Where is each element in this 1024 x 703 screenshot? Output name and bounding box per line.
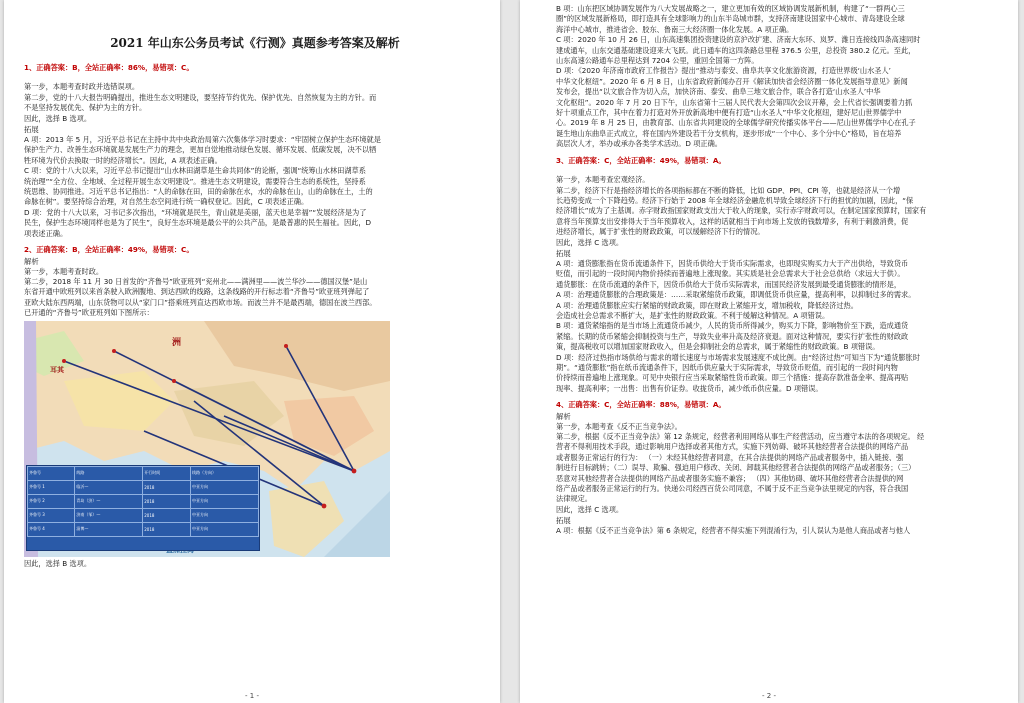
table-row <box>28 466 259 480</box>
text-line: 第二步，根据《反不正当竞争法》第 12 条规定，经营者利用网络从事生产经营活动，应当遵守本法的各项规定。 经 <box>556 432 925 442</box>
text-line: 期”。“通货膨胀”指在纸币流通条件下，因纸币供应量大于实际需求，导致货币贬值，而引起的一段时间内物 <box>556 363 898 372</box>
q4-extension <box>556 526 1006 536</box>
q1-extension <box>24 135 486 239</box>
text-line: 贬值，而引起的一段时间内物价持续而普遍地上涨现象。其实质是社会总需求大于社会总供给（求远大于供）。 <box>556 269 905 279</box>
text-line: C 项：党的十八大以来，习近平总书记提出“山水林田湖草是生命共同体”的论断，强调“统筹山水林田湖草系 <box>24 166 366 176</box>
text-line: 建成通车，山东交通基础建设迎来大飞跃。此日通车的这四条路总里程 376.5 公里，总投资 380.2 亿元。至此， <box>556 45 916 55</box>
text-line: 好十项重点工作，其中在着力打造对外开放新高地中便有打造“山水圣人”中华文化枢纽，建好尼山世界儒学中 <box>556 108 902 118</box>
text-line: 高层次人才，举办或承办各类学术活动。D 项正确。 <box>556 139 722 149</box>
text-line: 海洋中心城市，推进省会、胶东、鲁南三大经济圈一体化发展。A 项正确。 <box>556 24 794 34</box>
text-line: 东省开通中欧班列以来首条驶入欧洲腹地、到达西欧的线路，这条线路的开行标志着“齐鲁号”欧亚班列弹起了 <box>24 287 370 297</box>
map-legend-table <box>26 465 260 551</box>
table-cell: 齐鲁号 1 <box>28 480 75 494</box>
text-line: B 项：山东把区域协调发展作为八大发展战略之一，建立更加有效的区域协调发展新机制，构建了“一群两心三 <box>556 4 905 13</box>
text-line: 恶意对其他经营者合法提供的网络产品或者服务实施不兼容； （四）其他妨碍、破坏其他经营者合法提供的网 <box>556 473 904 483</box>
text-line: 紧缩。长期的货币紧缩会抑制投资与生产，导致失业率升高及经济衰退。面对这种情况，要实行扩张性的财政政 <box>556 331 909 341</box>
text-line: B 项：通货紧缩指的是当市场上流通货币减少，人民的货币所得减少，购买力下降，影响物价至下跌，造成通货 <box>556 321 909 331</box>
text-line: 第一步，本题考查宏观经济。 <box>556 175 650 185</box>
text-line: A 项：2013 年 5 月，习近平总书记在主持中共中央政治局第六次集体学习时要求：“牢固树立保护生态环境就是 <box>24 135 381 145</box>
text-line: 因此，选择 B 选项。 <box>24 113 92 123</box>
table-cell: 开行时间 <box>143 466 191 480</box>
table-cell: 中亚方向 <box>191 494 259 508</box>
q2-conclusion: 因此，选择 B 选项。 <box>24 558 92 568</box>
table-cell: 2018 <box>143 508 191 522</box>
page-2-content <box>556 0 1006 703</box>
section-heading: 解析 <box>556 411 571 421</box>
table-cell: 2018 <box>143 522 191 536</box>
railway-map-image <box>24 321 390 557</box>
text-line: 命脉在树”。要坚持综合治理，对自然生态空间进行统一确权登记。因此，C 项表述正确。 <box>24 197 309 207</box>
text-line: 圈”的区域发展新格局，即打造具有全球影响力的山东半岛城市群，支持济南建设国家中心城市、青岛建设全球 <box>556 14 905 24</box>
q3-answer: 3、正确答案：C，全站正确率：49%，易错项：A。 <box>556 155 726 165</box>
text-line: D 项：经济过热指市场供给与需求的增长速度与市场需求发展速度不成比例。由“经济过热”可知当下为“通货膨胀时 <box>556 352 920 362</box>
text-line: 统思维、协同推进。习近平总书记指出：“人的命脉在田，田的命脉在水，水的命脉在山，山的命脉在土，土的 <box>24 187 373 197</box>
table-cell: 青岛（济）— <box>75 494 143 508</box>
table-row <box>28 522 259 536</box>
text-line: 保护生产力、改善生态环境就是发展生产力的理念，更加自觉地推动绿色发展、循环发展、低碳发展，决不以牺 <box>24 145 377 155</box>
table-cell: 齐鲁号 2 <box>28 494 75 508</box>
table-row <box>28 480 259 494</box>
q3-explanation <box>556 175 1006 248</box>
document-page-2 <box>520 0 1018 703</box>
text-line: C 项：2020 年 10 月 26 日，山东高速集团投资建设的京沪改扩建、济南大东环、岚罗、潍日连接线四条高速同时 <box>556 35 921 45</box>
text-line: 制进行目标跳转；（二）误导、欺骗、强迫用户修改、关闭、卸载其他经营者合法提供的网络产品或者服务；（三） <box>556 463 916 473</box>
text-line: 民生，保护生态环境同样也是为了民生”，良好生态环境是最公平的公共产品，是最普惠的民生福祉。因此，D <box>24 218 372 228</box>
text-line: 不是坚持发展优先、保护为主的方针。 <box>24 103 147 113</box>
text-line: A 项：治理通货膨胀应实行紧缩的财政政策，即在财政上紧缩开支，增加税收，降低经济过热。 <box>556 300 858 310</box>
text-line: 第一步，本题考查《反不正当竞争法》。 <box>556 421 682 431</box>
text-line: 心。2019 年 8 月 25 日，由教育部、山东省共同建设的全球儒学研究传播实体平台——尼山世界儒学中心在孔子 <box>556 118 916 128</box>
text-line: 营者不得利用技术手段，通过影响用户选择或者其他方式，实施下列妨碍、破坏其他经营者合法提供的网络产品 <box>556 442 909 452</box>
map-label: 洲 <box>172 337 182 348</box>
text-line: 第二步，2018 年 11 月 30 日首发的“齐鲁号”欧亚班列“兖州北——满洲里——波兰华沙——德国汉堡”是山 <box>24 276 368 286</box>
section-heading: 拓展 <box>24 125 39 135</box>
text-line: A 项：根据《反不正当竞争法》第 6 条规定，经营者不得实施下列混淆行为，引人误认为是他人商品或者与他人 <box>556 526 911 536</box>
table-cell: 淄博— <box>75 522 143 536</box>
table-cell: 齐鲁号 <box>28 466 75 480</box>
text-line: D 项：党的十八大以来，习书记多次指出，“环境就是民生，青山就是美丽，蓝天也是幸福”“发展经济是为了 <box>24 207 367 217</box>
q2-extension <box>556 4 1006 150</box>
page-1-content <box>24 0 486 703</box>
text-line: 意将当年预算支出安排得大于当年预算收入，这样的话就相当于向市场上发放的钱数增多，有利于刺激消费，促 <box>556 216 909 226</box>
q1-explanation <box>24 82 486 124</box>
table-cell: 2018 <box>143 480 191 494</box>
table-row <box>28 508 259 522</box>
q4-explanation <box>556 422 1006 516</box>
text-line: 长趋势变成一个下降趋势。经济下行始于 2008 年全球经济金融危机导致全球经济下行的担忧的加剧，因此，“保 <box>556 195 914 205</box>
text-line: 进经济增长，属于扩张性的财政政策，可以缓解经济下行的情况。 <box>556 227 765 237</box>
q2-answer: 2、正确答案：B，全站正确率：49%，易错项：C。 <box>24 245 194 255</box>
table-cell: 线路 <box>75 466 143 480</box>
text-line: 络产品或者服务正常运行的行为。快递公司经西百货公司同意，不属于反不正当竞争法里规定的内容，符合我国 <box>556 484 909 494</box>
text-line: 会造成社会总需求不断扩大，是扩张性的财政政策。不利于缓解这种情况。A 项错误。 <box>556 310 830 320</box>
table-row <box>28 494 259 508</box>
page-number: - 2 - <box>762 692 776 700</box>
text-line: 现率、提高利率；一出售：出售有价证券。收拢货币，减少纸币供应量。D 项错误。 <box>556 383 823 393</box>
q4-answer: 4、正确答案：C，全站正确率：88%，易错项：A。 <box>556 400 726 410</box>
text-line: 第二步，党的十八大报告明确提出，推进生态文明建设，要坚持节约优先、保护优先、自然恢复为主的方针。而 <box>24 92 377 102</box>
q3-extension <box>556 259 1006 394</box>
text-line: 第一步，本题考查时政并选错误项。 <box>24 82 140 92</box>
text-line: 或者服务正常运行的行为： （一）未经其他经营者同意，在其合法提供的网络产品或者服务中，插入链接、强 <box>556 452 904 462</box>
text-line: 亚欧大陆东西两端，山东货物可以从“家门口”搭乘班列直达西欧市场。而波兰并不是最西端，德国在波兰西部。 <box>24 297 377 307</box>
text-line: 第一步，本题考查时政。 <box>24 266 104 276</box>
text-line: 统治理”“全方位、全地域、全过程开展生态文明建设”。推进生态文明建设，需要符合生态的系统性，坚持系 <box>24 176 366 186</box>
text-line: D 项：《2020 年济南市政府工作报告》提出“推动与泰安、曲阜共享文化旅游资源，打造世界级‘山水圣人’ <box>556 66 891 76</box>
table-cell: 中亚方向 <box>191 480 259 494</box>
table-cell: 齐鲁号 3 <box>28 508 75 522</box>
text-line: 经济增长”成为了主基调。赤字财政指国家财政支出大于收入的现象，实行赤字财政可以，在制定国家预算时，国家有 <box>556 206 927 216</box>
text-line: 中华文化枢纽”。2020 年 6 月 8 日，山东省政府新闻办召开《解读加快省会经济圈一体化发展指导意见》新闻 <box>556 76 908 86</box>
table-cell: 齐鲁号 4 <box>28 522 75 536</box>
text-line: 第二步，经济下行是指经济增长的各项指标都在不断的降低，比如 GDP、PPI、CPI 等，也就是经济从一个增 <box>556 185 901 195</box>
table-cell: 中亚方向 <box>191 522 259 536</box>
document-page-1 <box>4 0 500 703</box>
q2-explanation <box>24 267 486 319</box>
text-line: 通货膨胀：在货币流通的条件下，因货币供给大于货币实际需求，而国民经济发展到最受通货膨胀的情形是， <box>556 279 902 289</box>
q1-answer: 1、正确答案：B，全站正确率：86%，易错项：C。 <box>24 63 194 72</box>
section-heading: 拓展 <box>556 516 571 526</box>
text-line: 牲环境为代价去换取一时的经济增长”。因此，A 项表述正确。 <box>24 155 222 165</box>
text-line: 文化枢纽”。2020 年 7 月 20 日下午，山东省第十三届人民代表大会第四次会议开幕，会上代省长强调要着力抓 <box>556 97 913 107</box>
page-number: - 1 - <box>245 692 259 700</box>
text-line: 法律规定。 <box>556 494 592 504</box>
text-line: A 项：治理通货膨胀的合理政策是：……采取紧缩货币政策，即调低货币供应量，提高利率，以抑制过多的需求。 <box>556 290 916 300</box>
table-cell: 济南（邹）— <box>75 508 143 522</box>
text-line: 已开通的“齐鲁号”欧亚班列如下图所示： <box>24 308 154 318</box>
section-heading: 拓展 <box>556 248 571 258</box>
table-cell: 2018 <box>143 494 191 508</box>
text-line: 策，提高税收可以增加国家财政收入，但是会抑制社会的总需求，属于紧缩性的财政政策。B 项错误。 <box>556 342 880 352</box>
section-heading: 解析 <box>24 256 39 266</box>
text-line: 因此，选择 C 选项。 <box>556 504 624 514</box>
text-line: 因此，选择 C 选项。 <box>556 237 624 247</box>
text-line: 价持续而普遍地上涨现象。可见中央银行应当采取紧缩性货币政策。即三个措施：提高存款准备金率、提高再贴 <box>556 373 909 383</box>
table-cell: 临沂— <box>75 480 143 494</box>
text-line: 诞生地山东曲阜正式成立，将在国内外建设若干分支机构，逐步形成“一个中心、多个分中心”格局，旨在培养 <box>556 128 902 138</box>
text-line: 山东高速公路通车总里程达到 7204 公里，重回全国第一方阵。 <box>556 56 759 66</box>
document-title: 2021 年山东公务员考试《行测》真题参考答案及解析 <box>110 36 400 50</box>
text-line: 发布会，提出“以文旅合作为切入点，加快济南、泰安、曲阜三地文旅合作，联合各打造‘山水圣人’中华 <box>556 87 881 97</box>
map-label: 耳其 <box>50 365 64 374</box>
table-cell: 线路（方向） <box>191 466 259 480</box>
text-line: A 项：通货膨胀指在货币流通条件下，因货币供给大于货币实际需求，也即现实购买力大于产出供给，导致货币 <box>556 258 909 268</box>
text-line: 项表述正确。 <box>24 228 68 238</box>
table-cell: 中亚方向 <box>191 508 259 522</box>
